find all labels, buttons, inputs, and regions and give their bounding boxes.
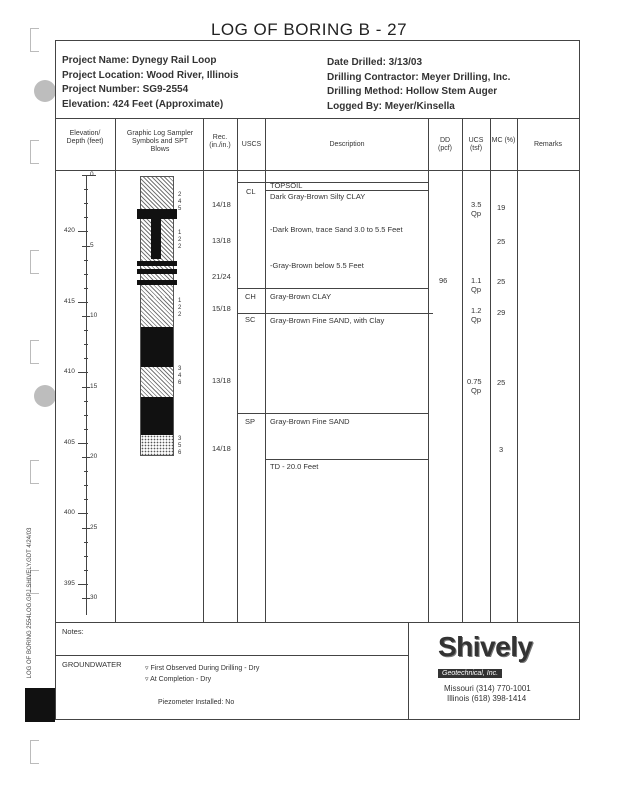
depth-tick bbox=[84, 542, 88, 543]
groundwater-completion-row bbox=[145, 675, 211, 683]
binder-mark bbox=[30, 250, 39, 274]
mc-value: 25 bbox=[497, 277, 506, 286]
ucs-qp: Qp bbox=[471, 315, 482, 324]
elevation-label: 420 bbox=[64, 227, 75, 235]
elevation-tick bbox=[78, 372, 86, 373]
depth-tick bbox=[84, 471, 88, 472]
depth-tick bbox=[84, 401, 88, 402]
depth-label: 5 bbox=[90, 241, 94, 249]
depth-label: 25 bbox=[90, 523, 98, 531]
depth-tick bbox=[82, 175, 90, 176]
uscs-value: SP bbox=[245, 417, 256, 426]
mc-value: 29 bbox=[497, 308, 506, 317]
desc-gray-brown-below: -Gray-Brown below 5.5 Feet bbox=[270, 261, 364, 270]
col-rule bbox=[115, 118, 116, 622]
date-drilled: Date Drilled: 3/13/03 bbox=[327, 57, 423, 68]
depth-tick bbox=[84, 358, 88, 359]
colhead-graphic: Graphic Log Sampler Symbols and SPT Blows bbox=[126, 130, 194, 153]
graphic-log bbox=[140, 176, 174, 456]
rec-value: 21/24 bbox=[212, 272, 231, 281]
blow-count: 2 4 5 bbox=[178, 192, 182, 212]
depth-tick bbox=[84, 189, 88, 190]
elevation: Elevation: 424 Feet (Approximate) bbox=[62, 98, 224, 110]
project-location: Project Location: Wood River, Illinois bbox=[62, 69, 239, 81]
col-rule bbox=[237, 118, 238, 622]
depth-tick bbox=[84, 556, 88, 557]
contact-illinois: Illinois (618) 398-1414 bbox=[447, 694, 527, 703]
rec-value: 14/18 bbox=[212, 200, 231, 209]
colhead-mc: MC (%) bbox=[491, 137, 516, 144]
depth-tick bbox=[84, 415, 88, 416]
sample-bar bbox=[137, 280, 177, 285]
soil-clay bbox=[141, 297, 173, 327]
layer-boundary bbox=[237, 182, 428, 183]
depth-label: 30 bbox=[90, 594, 98, 601]
depth-tick bbox=[84, 499, 88, 500]
elevation-tick bbox=[78, 302, 86, 303]
rule-header-bottom bbox=[55, 118, 580, 119]
elevation-label: 410 bbox=[64, 368, 75, 376]
blow-count: 1 2 2 bbox=[178, 298, 182, 318]
project-number: Project Number: SG9-2554 bbox=[62, 84, 189, 95]
mc-value: 3 bbox=[499, 445, 504, 454]
layer-boundary bbox=[265, 190, 428, 191]
binder-mark bbox=[30, 140, 39, 164]
depth-tick bbox=[84, 288, 88, 289]
elevation-label: 405 bbox=[64, 438, 75, 446]
depth-label: 0 bbox=[90, 171, 94, 178]
groundwater-first: First Observed During Drilling - Dry bbox=[150, 665, 260, 672]
uscs-value: CL bbox=[246, 187, 256, 196]
punch-hole-bottom bbox=[34, 385, 56, 407]
ucs-value: 1.1 bbox=[471, 276, 482, 285]
ucs-value: 0.75 bbox=[467, 377, 482, 386]
depth-tick bbox=[82, 457, 90, 458]
blow-count: 1 2 2 bbox=[178, 230, 182, 250]
col-rule-footer bbox=[408, 622, 409, 720]
header-right bbox=[327, 56, 577, 114]
contact-missouri: Missouri (314) 770-1001 bbox=[444, 684, 531, 693]
depth-tick bbox=[84, 485, 88, 486]
sample-bar bbox=[137, 209, 177, 219]
side-footer-text: LOG OF BORING 2554LOG.GPJ SHIVELY.GDT 4/24/03 bbox=[27, 527, 33, 679]
water-level-icon: ▿ bbox=[145, 676, 149, 683]
ucs-value: 1.2 bbox=[471, 306, 482, 315]
uscs-value: SC bbox=[245, 315, 256, 324]
depth-label: 10 bbox=[90, 312, 98, 319]
punch-hole-top bbox=[34, 80, 56, 102]
layer-boundary bbox=[237, 288, 428, 289]
depth-tick bbox=[82, 528, 90, 529]
desc-gray-brown-clay: Gray-Brown CLAY bbox=[270, 292, 332, 301]
col-rule bbox=[517, 118, 518, 622]
depth-tick bbox=[82, 387, 90, 388]
elevation-tick bbox=[78, 443, 86, 444]
depth-axis bbox=[86, 175, 87, 615]
groundwater-first-row bbox=[145, 664, 259, 672]
colhead-ucs: UCS (tsf) bbox=[468, 137, 484, 152]
company-logo bbox=[438, 632, 550, 676]
layer-boundary bbox=[237, 313, 433, 314]
blow-count: 3 5 6 bbox=[178, 436, 182, 456]
depth-tick bbox=[82, 246, 90, 247]
sample-bar bbox=[137, 269, 177, 274]
desc-fine-sand: Gray-Brown Fine SAND bbox=[270, 417, 350, 426]
ucs-qp: Qp bbox=[471, 209, 482, 218]
desc-fine-sand-clay: Gray-Brown Fine SAND, with Clay bbox=[270, 316, 385, 325]
depth-tick bbox=[82, 598, 90, 599]
header-left bbox=[62, 54, 322, 112]
binder-mark bbox=[30, 740, 39, 764]
elevation-tick bbox=[78, 513, 86, 514]
uscs-value: CH bbox=[245, 292, 256, 301]
sample-bar bbox=[137, 261, 177, 266]
logo-subtitle: Geotechnical, Inc. bbox=[438, 669, 502, 678]
desc-total-depth: TD - 20.0 Feet bbox=[270, 462, 319, 471]
depth-label: 15 bbox=[90, 382, 98, 390]
rule-groundwater-top bbox=[55, 655, 408, 656]
mc-value: 25 bbox=[497, 237, 506, 246]
col-rule bbox=[203, 118, 204, 622]
rec-value: 13/18 bbox=[212, 376, 231, 385]
ucs-qp: Qp bbox=[471, 386, 482, 395]
colhead-uscs: USCS bbox=[241, 141, 262, 148]
page-title: LOG OF BORING B - 27 bbox=[210, 20, 408, 39]
blow-count: 3 4 6 bbox=[178, 366, 182, 386]
soil-sand-clay-sample bbox=[141, 367, 173, 397]
rec-value: 14/18 bbox=[212, 444, 231, 453]
binder-mark bbox=[30, 340, 39, 364]
col-rule bbox=[462, 118, 463, 622]
desc-topsoil: TOPSOIL bbox=[270, 181, 303, 190]
elevation-label: 395 bbox=[64, 579, 75, 587]
depth-tick bbox=[84, 217, 88, 218]
project-name: Project Name: Dynegy Rail Loop bbox=[62, 55, 217, 66]
col-rule bbox=[428, 118, 429, 622]
layer-boundary bbox=[237, 413, 428, 414]
rec-value: 15/18 bbox=[212, 304, 231, 313]
depth-tick bbox=[84, 203, 88, 204]
colhead-elev-depth: Elevation/ Depth (feet) bbox=[66, 130, 104, 145]
water-level-icon: ▿ bbox=[145, 665, 149, 672]
elevation-tick bbox=[78, 584, 86, 585]
ucs-qp: Qp bbox=[471, 285, 482, 294]
depth-tick bbox=[84, 330, 88, 331]
notes-label: Notes: bbox=[62, 627, 84, 636]
logged-by: Logged By: Meyer/Kinsella bbox=[327, 100, 455, 112]
rec-value: 13/18 bbox=[212, 236, 231, 245]
elevation-label: 400 bbox=[64, 509, 75, 517]
piezometer-note: Piezometer Installed: No bbox=[158, 699, 235, 706]
drilling-contractor: Drilling Contractor: Meyer Drilling, Inc. bbox=[327, 71, 511, 83]
groundwater-completion: At Completion - Dry bbox=[150, 676, 212, 683]
depth-tick bbox=[84, 570, 88, 571]
layer-boundary bbox=[265, 459, 428, 460]
binder-mark bbox=[30, 460, 39, 484]
soil-sand-clay bbox=[141, 327, 173, 367]
desc-dark-brown: -Dark Brown, trace Sand 3.0 to 5.5 Feet bbox=[270, 225, 403, 234]
elevation-label: 415 bbox=[64, 297, 75, 305]
drilling-method: Drilling Method: Hollow Stem Auger bbox=[327, 86, 498, 97]
depth-tick bbox=[84, 274, 88, 275]
desc-silty-clay: Dark Gray-Brown Silty CLAY bbox=[270, 192, 366, 201]
logo-name: Shively bbox=[438, 631, 533, 662]
elevation-tick bbox=[78, 231, 86, 232]
rule-colhead-bottom bbox=[55, 170, 580, 171]
ucs-value: 3.5 bbox=[471, 200, 482, 209]
col-rule bbox=[490, 118, 491, 622]
col-rule bbox=[265, 118, 266, 622]
sample-tube bbox=[151, 219, 161, 259]
mc-value: 25 bbox=[497, 378, 506, 387]
depth-tick bbox=[82, 316, 90, 317]
depth-tick bbox=[84, 344, 88, 345]
depth-tick bbox=[84, 260, 88, 261]
depth-tick bbox=[84, 429, 88, 430]
mc-value: 19 bbox=[497, 203, 506, 212]
colhead-description: Description bbox=[329, 141, 365, 148]
depth-label: 20 bbox=[90, 453, 98, 460]
groundwater-label: GROUNDWATER bbox=[62, 660, 122, 669]
colhead-dd: DD (pcf) bbox=[438, 137, 452, 152]
rule-notes-top bbox=[55, 622, 580, 623]
soil-sand-clay-lower bbox=[141, 397, 173, 435]
dd-value: 96 bbox=[439, 276, 448, 285]
colhead-rec: Rec. (in./in.) bbox=[209, 134, 231, 149]
soil-fine-sand bbox=[141, 435, 173, 455]
colhead-remarks: Remarks bbox=[533, 141, 562, 148]
